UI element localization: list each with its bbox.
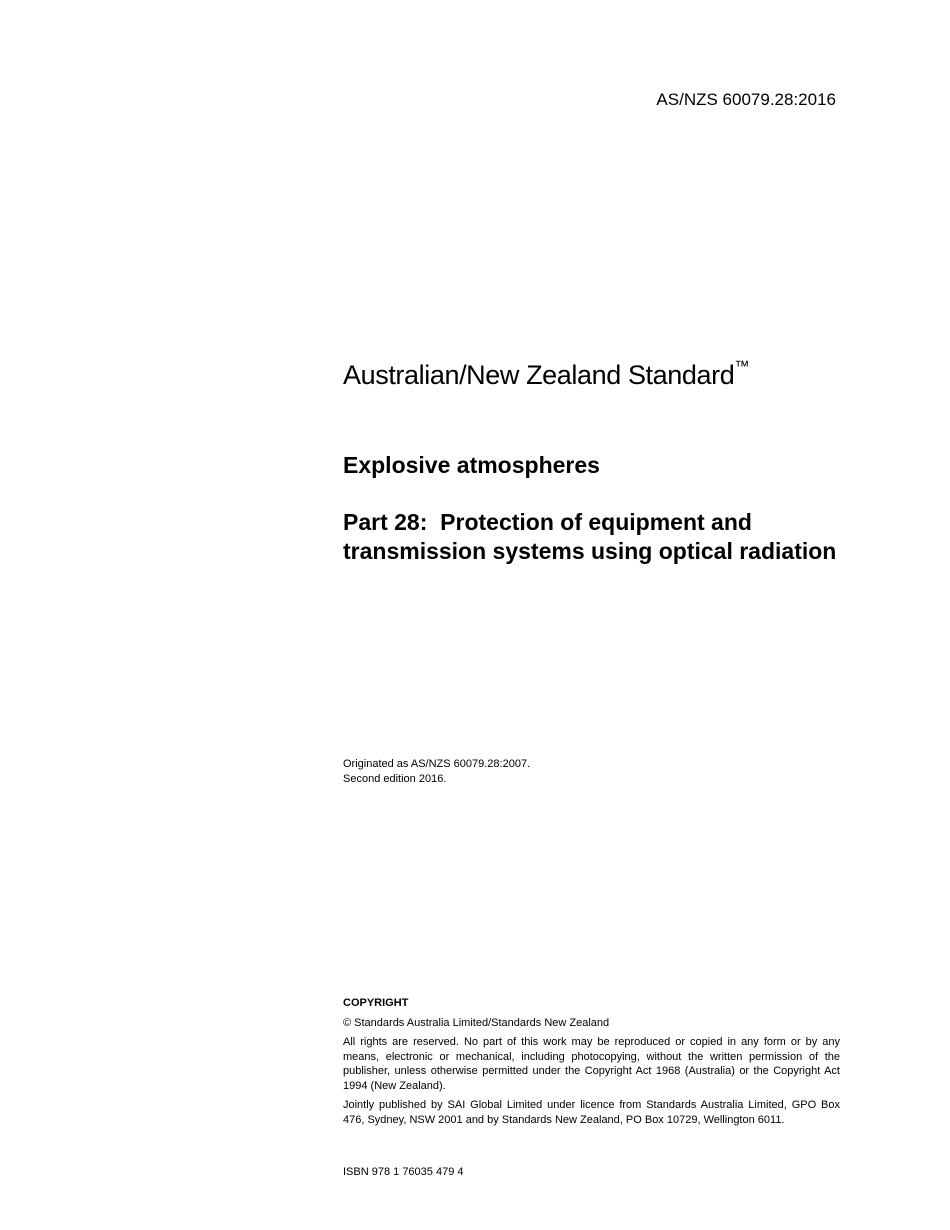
copyright-holder: © Standards Australia Limited/Standards New Zealand bbox=[343, 1016, 610, 1029]
part-title: Part 28: Protection of equipment and transmission systems using optical radiation bbox=[343, 509, 837, 564]
copyright-publisher: Jointly published by SAI Global Limited under licence from Standards Australia Limited, GPO Box 476, Sydney, NSW 2001 and by Standards New Zealand, PO Box 10729, Wellington 6011. bbox=[343, 1099, 840, 1126]
originated-note: Originated as AS/NZS 60079.28:2007. bbox=[343, 758, 531, 770]
copyright-heading: COPYRIGHT bbox=[343, 997, 409, 1009]
trademark-symbol: ™ bbox=[734, 358, 749, 375]
edition-note: Second edition 2016. bbox=[343, 773, 447, 785]
copyright-rights: All rights are reserved. No part of this work may be reproduced or copied in any form or by any means, electronic or mechanical, including photocopying, without the written permission of the publisher, unless otherwise permitted under the Copyright Act 1968 (Australia) or the Copyright Act 1994 (New Zealand). bbox=[343, 1036, 840, 1092]
series-title: Explosive atmospheres bbox=[343, 452, 600, 478]
isbn: ISBN 978 1 76035 479 4 bbox=[343, 1166, 464, 1178]
standard-type-text: Australian/New Zealand Standard bbox=[343, 360, 735, 390]
standard-type-heading bbox=[343, 360, 840, 391]
edition-info bbox=[343, 757, 840, 787]
document-number: AS/NZS 60079.28:2016 bbox=[656, 90, 836, 109]
copyright-block bbox=[343, 996, 840, 1132]
